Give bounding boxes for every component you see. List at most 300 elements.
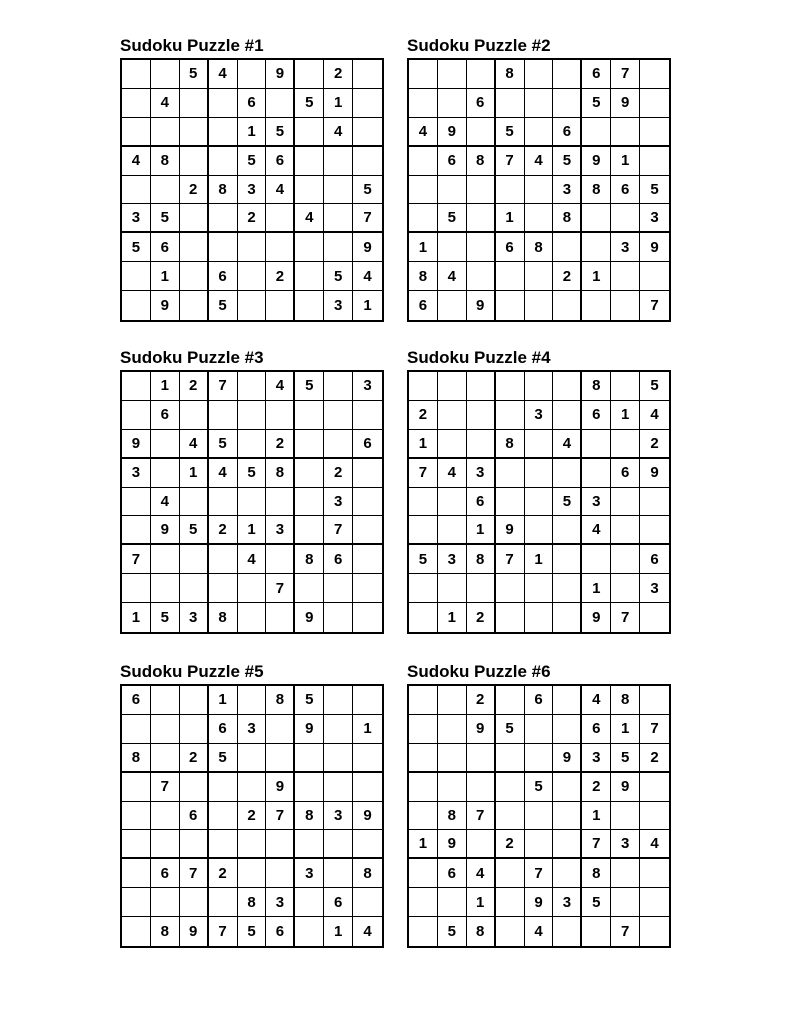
- sudoku-cell: [496, 176, 525, 205]
- sudoku-cell: 1: [363, 297, 372, 315]
- sudoku-cell: 5: [238, 147, 267, 176]
- sudoku-cell: 7: [611, 603, 640, 632]
- sudoku-cell: 6: [238, 89, 267, 118]
- sudoku-cell: 2: [238, 204, 267, 233]
- sudoku-cell: [122, 802, 151, 831]
- sudoku-cell: 8: [209, 176, 238, 205]
- sudoku-cell: [180, 773, 209, 802]
- sudoku-cell: [640, 888, 669, 917]
- sudoku-cell: 4: [266, 372, 295, 401]
- sudoku-cell: 8: [467, 545, 496, 574]
- sudoku-cell: [209, 401, 238, 430]
- sudoku-cell: 6: [324, 545, 353, 574]
- sudoku-cell: [209, 204, 238, 233]
- sudoku-cell: 1: [582, 802, 611, 831]
- sudoku-cell: [611, 888, 640, 917]
- sudoku-cell: [209, 89, 238, 118]
- sudoku-cell: [640, 773, 669, 802]
- sudoku-cell: [640, 917, 669, 946]
- sudoku-cell: [640, 686, 669, 715]
- sudoku-cell: [151, 118, 180, 147]
- sudoku-cell: [496, 744, 525, 773]
- sudoku-cell: 6: [324, 888, 353, 917]
- sudoku-cell: [295, 118, 324, 147]
- sudoku-cell: 3: [611, 830, 640, 859]
- sudoku-cell: [238, 488, 267, 517]
- sudoku-cell: 4: [438, 459, 467, 488]
- sudoku-cell: [122, 176, 151, 205]
- sudoku-grid: [407, 370, 671, 634]
- sudoku-cell: [180, 715, 209, 744]
- sudoku-cell: 2: [266, 262, 295, 291]
- sudoku-grid: [120, 370, 384, 634]
- sudoku-cell: [525, 488, 554, 517]
- sudoku-cell: 4: [122, 147, 151, 176]
- sudoku-cell: [266, 204, 295, 233]
- sudoku-cell: [324, 744, 353, 773]
- sudoku-cell: 7: [122, 545, 151, 574]
- sudoku-cell: [611, 204, 640, 233]
- sudoku-cell: [467, 60, 496, 89]
- sudoku-cell: 9: [611, 89, 640, 118]
- sudoku-cell: 5: [496, 118, 525, 147]
- sudoku-cell: [409, 744, 438, 773]
- sudoku-cell: [122, 773, 151, 802]
- sudoku-cell: [438, 291, 467, 320]
- sudoku-cell: 1: [582, 574, 611, 603]
- sudoku-cell: [582, 430, 611, 459]
- sudoku-cell: [467, 773, 496, 802]
- sudoku-cell: [525, 830, 554, 859]
- sudoku-cell: [409, 516, 438, 545]
- sudoku-cell: 9: [611, 773, 640, 802]
- sudoku-cell: [180, 233, 209, 262]
- sudoku-cell: 8: [525, 233, 554, 262]
- sudoku-cell: [209, 147, 238, 176]
- sudoku-cell: [409, 686, 438, 715]
- sudoku-cell: [238, 262, 267, 291]
- sudoku-cell: 9: [151, 291, 180, 320]
- sudoku-cell: [611, 262, 640, 291]
- sudoku-cell: 6: [209, 262, 238, 291]
- sudoku-cell: [238, 574, 267, 603]
- sudoku-cell: [180, 89, 209, 118]
- sudoku-cell: 5: [640, 176, 669, 205]
- sudoku-cell: 8: [582, 372, 611, 401]
- sudoku-cell: 4: [582, 516, 611, 545]
- sudoku-cell: [525, 574, 554, 603]
- sudoku-cell: 2: [266, 430, 295, 459]
- sudoku-cell: 9: [266, 60, 295, 89]
- sudoku-cell: 1: [151, 262, 180, 291]
- sudoku-cell: 2: [409, 401, 438, 430]
- sudoku-cell: [611, 430, 640, 459]
- sudoku-cell: [353, 545, 382, 574]
- sudoku-cell: [438, 233, 467, 262]
- sudoku-cell: [496, 802, 525, 831]
- sudoku-cell: 1: [409, 430, 438, 459]
- sudoku-cell: 5: [640, 372, 669, 401]
- sudoku-cell: 5: [438, 204, 467, 233]
- sudoku-cell: 7: [611, 917, 640, 946]
- sudoku-cell: [295, 233, 324, 262]
- sudoku-cell: 3: [295, 859, 324, 888]
- sudoku-cell: 1: [324, 917, 353, 946]
- sudoku-cell: [553, 917, 582, 946]
- sudoku-cell: [553, 859, 582, 888]
- sudoku-cell: 1: [611, 401, 640, 430]
- sudoku-cell: [409, 917, 438, 946]
- sudoku-cell: [496, 89, 525, 118]
- sudoku-cell: [353, 603, 382, 632]
- sudoku-cell: [266, 859, 295, 888]
- sudoku-cell: [409, 802, 438, 831]
- sudoku-cell: 8: [266, 459, 295, 488]
- sudoku-cell: [209, 233, 238, 262]
- sudoku-cell: 4: [266, 176, 295, 205]
- sudoku-cell: [238, 233, 267, 262]
- sudoku-cell: 7: [467, 802, 496, 831]
- sudoku-cell: 7: [266, 574, 295, 603]
- sudoku-cell: [553, 459, 582, 488]
- sudoku-cell: [525, 262, 554, 291]
- sudoku-cell: 2: [180, 744, 209, 773]
- sudoku-cell: [409, 888, 438, 917]
- sudoku-cell: 7: [611, 60, 640, 89]
- sudoku-cell: 1: [438, 603, 467, 632]
- sudoku-cell: [438, 888, 467, 917]
- sudoku-cell: [525, 60, 554, 89]
- sudoku-cell: 5: [209, 744, 238, 773]
- sudoku-grid: [407, 58, 671, 322]
- sudoku-cell: [525, 204, 554, 233]
- sudoku-cell: [438, 574, 467, 603]
- sudoku-cell: [611, 574, 640, 603]
- sudoku-cell: [122, 89, 151, 118]
- sudoku-cell: 3: [324, 291, 353, 320]
- sudoku-cell: 9: [640, 459, 669, 488]
- sudoku-cell: [640, 60, 669, 89]
- sudoku-cell: [324, 430, 353, 459]
- sudoku-cell: 6: [438, 859, 467, 888]
- sudoku-cell: 7: [209, 917, 238, 946]
- sudoku-cell: 5: [180, 60, 209, 89]
- sudoku-cell: [295, 291, 324, 320]
- sudoku-cell: [151, 715, 180, 744]
- sudoku-cell: [438, 686, 467, 715]
- sudoku-cell: [353, 516, 382, 545]
- sudoku-cell: [496, 603, 525, 632]
- sudoku-cell: [180, 830, 209, 859]
- sudoku-cell: 9: [266, 773, 295, 802]
- sudoku-cell: 6: [467, 89, 496, 118]
- sudoku-cell: [438, 516, 467, 545]
- sudoku-cell: [553, 715, 582, 744]
- sudoku-cell: 2: [324, 459, 353, 488]
- sudoku-cell: 8: [295, 802, 324, 831]
- sudoku-cell: 8: [467, 147, 496, 176]
- sudoku-cell: 2: [640, 744, 669, 773]
- sudoku-cell: [324, 773, 353, 802]
- sudoku-cell: [122, 859, 151, 888]
- sudoku-cell: 7: [409, 459, 438, 488]
- sudoku-cell: 6: [353, 430, 382, 459]
- sudoku-cell: 6: [438, 147, 467, 176]
- sudoku-cell: [180, 574, 209, 603]
- sudoku-cell: 2: [209, 516, 238, 545]
- puzzle-title: Sudoku Puzzle #4: [407, 348, 551, 367]
- sudoku-cell: [238, 291, 267, 320]
- sudoku-cell: 3: [238, 176, 267, 205]
- sudoku-cell: [238, 60, 267, 89]
- sudoku-cell: 2: [467, 686, 496, 715]
- sudoku-cell: 5: [209, 430, 238, 459]
- sudoku-cell: [151, 686, 180, 715]
- sudoku-cell: 1: [409, 233, 438, 262]
- sudoku-cell: [295, 401, 324, 430]
- sudoku-cell: [353, 459, 382, 488]
- sudoku-cell: [409, 176, 438, 205]
- sudoku-cell: 5: [438, 917, 467, 946]
- sudoku-cell: 4: [640, 830, 669, 859]
- sudoku-cell: [295, 574, 324, 603]
- sudoku-cell: 7: [151, 773, 180, 802]
- sudoku-cell: 4: [324, 118, 353, 147]
- sudoku-cell: 9: [295, 715, 324, 744]
- sudoku-cell: [151, 802, 180, 831]
- sudoku-cell: [496, 773, 525, 802]
- sudoku-cell: 5: [151, 204, 180, 233]
- sudoku-cell: [640, 802, 669, 831]
- sudoku-cell: [151, 430, 180, 459]
- sudoku-cell: 4: [238, 545, 267, 574]
- sudoku-cell: 8: [266, 686, 295, 715]
- sudoku-cell: 5: [525, 773, 554, 802]
- sudoku-cell: 7: [525, 859, 554, 888]
- sudoku-cell: 6: [151, 401, 180, 430]
- sudoku-cell: 3: [611, 233, 640, 262]
- sudoku-cell: 6: [180, 802, 209, 831]
- sudoku-cell: [324, 859, 353, 888]
- sudoku-cell: 5: [553, 488, 582, 517]
- sudoku-cell: 8: [467, 917, 496, 946]
- sudoku-cell: 4: [582, 686, 611, 715]
- sudoku-cell: [209, 118, 238, 147]
- sudoku-cell: [582, 118, 611, 147]
- sudoku-cell: 3: [324, 488, 353, 517]
- sudoku-cell: [525, 430, 554, 459]
- sudoku-cell: 6: [209, 715, 238, 744]
- sudoku-cell: 1: [353, 715, 382, 744]
- sudoku-cell: 1: [582, 262, 611, 291]
- sudoku-cell: [266, 830, 295, 859]
- sudoku-cell: [525, 516, 554, 545]
- sudoku-cell: [467, 430, 496, 459]
- sudoku-cell: [238, 830, 267, 859]
- sudoku-cell: [467, 401, 496, 430]
- sudoku-cell: 3: [438, 545, 467, 574]
- sudoku-cell: [553, 545, 582, 574]
- sudoku-cell: [496, 291, 525, 320]
- sudoku-cell: 1: [611, 715, 640, 744]
- sudoku-cell: 5: [353, 176, 382, 205]
- sudoku-cell: [496, 459, 525, 488]
- sudoku-cell: [353, 773, 382, 802]
- sudoku-cell: 7: [353, 204, 382, 233]
- sudoku-cell: [438, 401, 467, 430]
- sudoku-cell: [553, 89, 582, 118]
- sudoku-cell: 8: [409, 262, 438, 291]
- sudoku-cell: [467, 204, 496, 233]
- sudoku-cell: [496, 488, 525, 517]
- sudoku-cell: [438, 744, 467, 773]
- sudoku-cell: 5: [409, 545, 438, 574]
- sudoku-cell: [324, 686, 353, 715]
- sudoku-cell: 5: [611, 744, 640, 773]
- sudoku-cell: 7: [582, 830, 611, 859]
- sudoku-cell: [122, 291, 151, 320]
- sudoku-cell: 9: [467, 715, 496, 744]
- sudoku-cell: 9: [582, 603, 611, 632]
- sudoku-cell: [640, 89, 669, 118]
- sudoku-cell: 8: [295, 545, 324, 574]
- sudoku-cell: [295, 176, 324, 205]
- sudoku-cell: [324, 715, 353, 744]
- sudoku-cell: [180, 118, 209, 147]
- sudoku-cell: [496, 917, 525, 946]
- sudoku-cell: [640, 603, 669, 632]
- sudoku-cell: 1: [238, 516, 267, 545]
- sudoku-cell: [324, 204, 353, 233]
- sudoku-cell: [353, 888, 382, 917]
- sudoku-cell: [353, 574, 382, 603]
- sudoku-cell: 2: [553, 262, 582, 291]
- sudoku-cell: 6: [611, 459, 640, 488]
- sudoku-cell: [324, 147, 353, 176]
- sudoku-cell: 9: [353, 233, 382, 262]
- sudoku-cell: 2: [180, 372, 209, 401]
- sudoku-cell: 6: [582, 60, 611, 89]
- sudoku-cell: 2: [324, 60, 353, 89]
- sudoku-cell: 7: [640, 715, 669, 744]
- sudoku-cell: [180, 147, 209, 176]
- sudoku-cell: [266, 715, 295, 744]
- puzzle-title: Sudoku Puzzle #6: [407, 662, 551, 681]
- sudoku-cell: [582, 204, 611, 233]
- sudoku-cell: [266, 401, 295, 430]
- puzzle-title: Sudoku Puzzle #1: [120, 36, 264, 55]
- sudoku-cell: [438, 715, 467, 744]
- sudoku-cell: [467, 118, 496, 147]
- sudoku-cell: [151, 545, 180, 574]
- sudoku-cell: [238, 859, 267, 888]
- sudoku-cell: 7: [180, 859, 209, 888]
- sudoku-cell: 1: [122, 603, 151, 632]
- sudoku-cell: [640, 147, 669, 176]
- sudoku-cell: 3: [525, 401, 554, 430]
- sudoku-cell: 6: [582, 401, 611, 430]
- sudoku-cell: [295, 488, 324, 517]
- sudoku-cell: 6: [122, 686, 151, 715]
- sudoku-cell: [122, 715, 151, 744]
- sudoku-cell: 6: [266, 147, 295, 176]
- sudoku-cell: [209, 574, 238, 603]
- sudoku-cell: [496, 372, 525, 401]
- sudoku-cell: [266, 744, 295, 773]
- sudoku-cell: 8: [438, 802, 467, 831]
- sudoku-cell: [409, 60, 438, 89]
- sudoku-cell: [409, 773, 438, 802]
- sudoku-cell: 9: [553, 744, 582, 773]
- sudoku-cell: 7: [209, 372, 238, 401]
- sudoku-cell: [467, 176, 496, 205]
- sudoku-cell: 3: [238, 715, 267, 744]
- sudoku-cell: [582, 233, 611, 262]
- sudoku-cell: [409, 603, 438, 632]
- sudoku-cell: 1: [180, 459, 209, 488]
- sudoku-cell: 1: [467, 888, 496, 917]
- sudoku-cell: 4: [553, 430, 582, 459]
- sudoku-cell: 8: [611, 686, 640, 715]
- sudoku-cell: [209, 802, 238, 831]
- sudoku-cell: [295, 516, 324, 545]
- sudoku-cell: 6: [553, 118, 582, 147]
- sudoku-cell: [151, 176, 180, 205]
- sudoku-cell: 4: [438, 262, 467, 291]
- sudoku-grid: [407, 684, 671, 948]
- sudoku-cell: [438, 488, 467, 517]
- sudoku-cell: 5: [324, 262, 353, 291]
- sudoku-cell: 7: [496, 147, 525, 176]
- sudoku-cell: [324, 233, 353, 262]
- sudoku-cell: [180, 401, 209, 430]
- sudoku-cell: 7: [496, 545, 525, 574]
- sudoku-cell: [295, 917, 324, 946]
- sudoku-cell: 8: [496, 430, 525, 459]
- sudoku-cell: [611, 859, 640, 888]
- sudoku-cell: [553, 60, 582, 89]
- sudoku-cell: [209, 773, 238, 802]
- sudoku-cell: [640, 118, 669, 147]
- sudoku-cell: [209, 488, 238, 517]
- sudoku-cell: [353, 488, 382, 517]
- sudoku-cell: 4: [180, 430, 209, 459]
- sudoku-cell: 6: [151, 859, 180, 888]
- sudoku-cell: 3: [582, 488, 611, 517]
- sudoku-cell: [238, 430, 267, 459]
- sudoku-cell: [553, 802, 582, 831]
- sudoku-cell: [180, 291, 209, 320]
- sudoku-cell: [582, 459, 611, 488]
- sudoku-cell: [496, 574, 525, 603]
- sudoku-cell: [640, 262, 669, 291]
- sudoku-cell: [324, 603, 353, 632]
- sudoku-cell: 4: [640, 401, 669, 430]
- sudoku-cell: [122, 574, 151, 603]
- sudoku-cell: 9: [582, 147, 611, 176]
- sudoku-cell: 9: [180, 917, 209, 946]
- sudoku-cell: 5: [582, 888, 611, 917]
- sudoku-cell: [553, 401, 582, 430]
- sudoku-cell: [353, 118, 382, 147]
- sudoku-cell: [640, 516, 669, 545]
- sudoku-cell: 1: [151, 372, 180, 401]
- sudoku-cell: [324, 574, 353, 603]
- sudoku-cell: 5: [266, 118, 295, 147]
- sudoku-cell: 1: [496, 204, 525, 233]
- sudoku-cell: [151, 888, 180, 917]
- sudoku-cell: 4: [295, 204, 324, 233]
